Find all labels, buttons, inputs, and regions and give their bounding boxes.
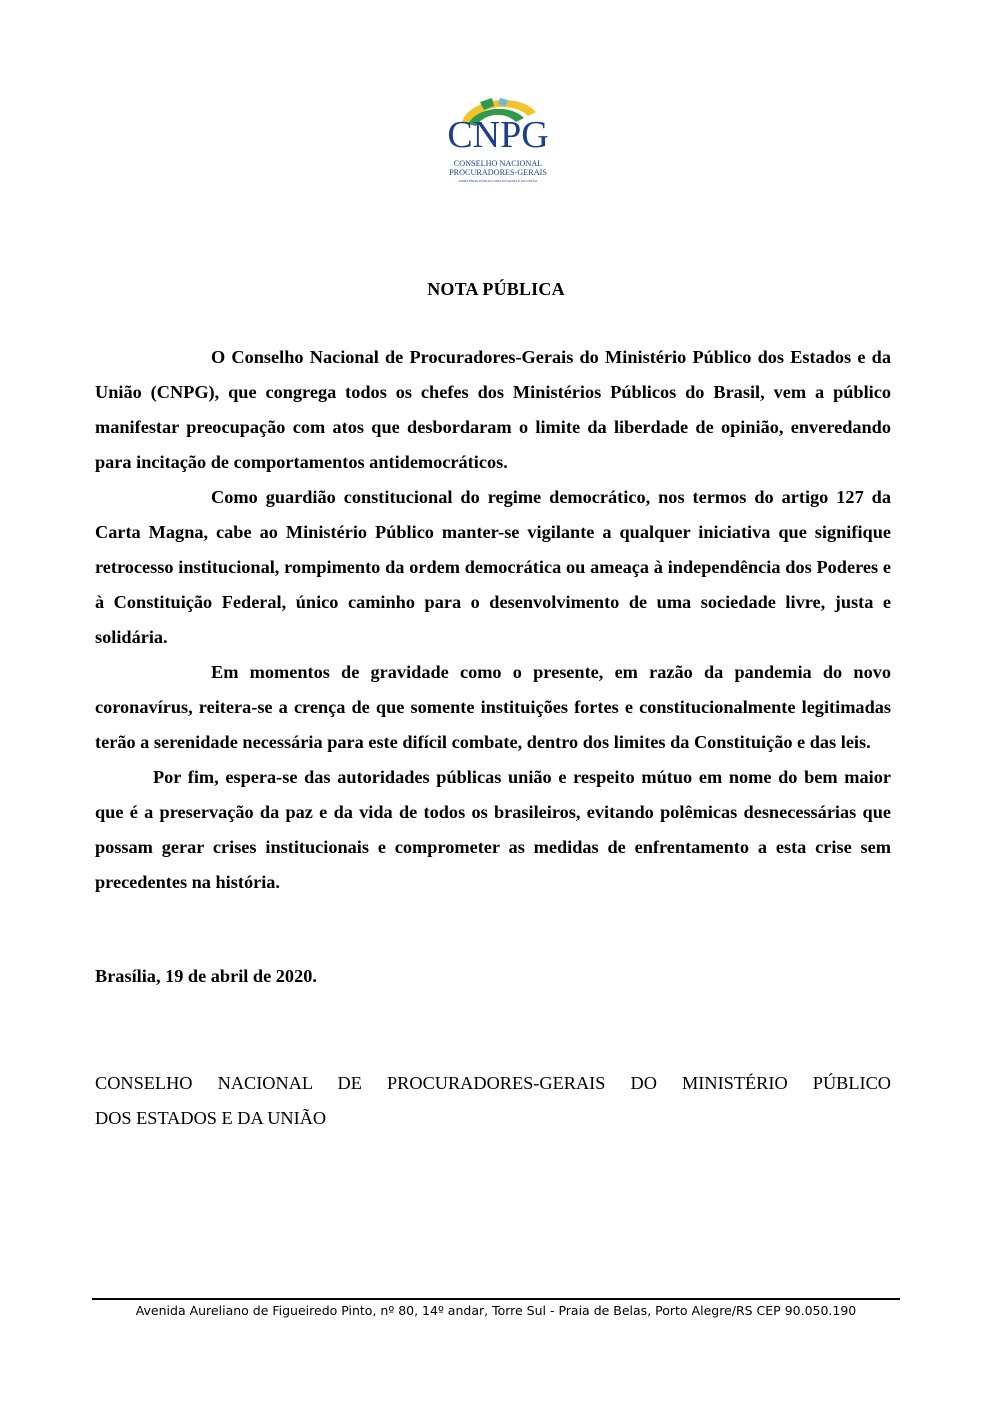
logo-line3: MINISTÉRIO PÚBLICO DOS ESTADOS E DA UNIÃO [458,179,538,183]
document-body [95,340,891,900]
logo-line2: PROCURADORES-GERAIS [449,168,547,177]
paragraph-3: Em momentos de gravidade como o presente, em razão da pandemia do novo coronavírus, reitera-se a crença de que somente instituições fortes e constitucionalmente legitimadas terão a serenidade necessária para este difícil combate, dentro dos limites da Constituição e das leis. [95,662,891,752]
cnpg-logo [436,92,560,192]
footer-address: Avenida Aureliano de Figueiredo Pinto, nº 80, 14º andar, Torre Sul - Praia de Belas, Porto Alegre/RS CEP 90.050.190 [135,1303,857,1318]
document-title: NOTA PÚBLICA [427,279,565,299]
logo-acronym: CNPG [447,114,549,156]
signature-line-1: CONSELHO NACIONAL DE PROCURADORES-GERAIS DO MINISTÉRIO PÚBLICO [95,1073,891,1093]
logo-line1: CONSELHO NACIONAL [453,159,543,168]
footer-divider [92,1298,900,1300]
cnpg-emblem [436,92,560,192]
signature-block [95,1066,891,1136]
signature-line-2: DOS ESTADOS E DA UNIÃO [95,1108,327,1128]
paragraph-4: Por fim, espera-se das autoridades públicas união e respeito mútuo em nome do bem maior que é a preservação da paz e da vida de todos os brasileiros, evitando polêmicas desnecessárias que possam gerar crises institucionais e comprometer as medidas de enfrentamento a esta crise sem precedentes na história. [95,767,891,892]
paragraph-1: O Conselho Nacional de Procuradores-Gerais do Ministério Público dos Estados e da União (CNPG), que congrega todos os chefes dos Ministérios Públicos do Brasil, vem a público manifestar preocupação com atos que desbordaram o limite da liberdade de opinião, enveredando para incitação de comportamentos antidemocráticos. [95,347,891,472]
document-date: Brasília, 19 de abril de 2020. [95,966,317,986]
paragraph-2: Como guardião constitucional do regime democrático, nos termos do artigo 127 da Carta Magna, cabe ao Ministério Público manter-se vigilante a qualquer iniciativa que signifique retrocesso institucional, rompimento da ordem democrática ou ameaça à independência dos Poderes e à Constituição Federal, único caminho para o desenvolvimento de uma sociedade livre, justa e solidária. [95,487,891,647]
